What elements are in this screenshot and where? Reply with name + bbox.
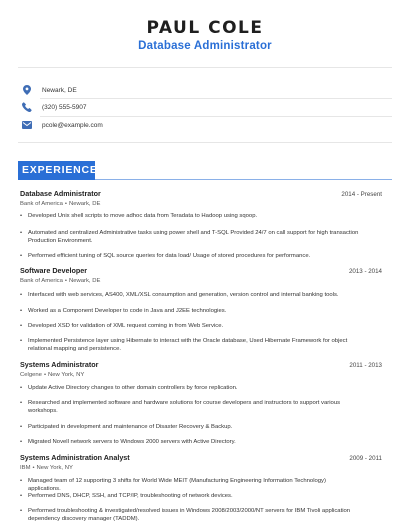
- candidate-name: PAUL COLE: [146, 18, 264, 38]
- contact-location: [22, 83, 77, 97]
- phone-text: (320) 555-5907: [42, 103, 87, 111]
- job-entry: Systems Administration Analyst 2009 - 2011 IBM • New York, NY: [20, 453, 382, 471]
- job-location: Newark, DE: [68, 201, 101, 207]
- job-bullet: • Interfaced with web services, AS400, XML/XSL consumption and generation, version control and internal banking tools.: [20, 292, 339, 298]
- job-company: IBM: [20, 465, 31, 471]
- job-location: Newark, DE: [68, 278, 101, 284]
- job-title: Database Administrator: [20, 189, 101, 198]
- job-entry: Database Administrator 2014 - Present Bank of America • Newark, DE: [20, 189, 382, 207]
- job-title: Software Developer: [20, 266, 88, 275]
- contact-email[interactable]: [22, 118, 103, 132]
- location-text: Newark, DE: [42, 86, 77, 94]
- job-bullet: • Researched and implemented software and hardware solutions for course developers and instructors to support various workshops.: [20, 400, 341, 415]
- job-bullet: • Performed DNS, DHCP, SSH, and TCP/IP, troubleshooting of network devices.: [20, 493, 233, 499]
- job-bullet: • Developed XSD for validation of XML request coming in from Web Service.: [20, 323, 224, 329]
- map-pin-icon: [22, 85, 32, 95]
- job-entry: Systems Administrator 2011 - 2013 Celgene • New York, NY: [20, 360, 382, 378]
- job-bullet: • Performed troubleshooting & investigated/resolved issues in Windows 2008/2003/2000/NT servers for IBM Tivoli application dependency discovery manager (TADDM).: [20, 508, 351, 523]
- contact-phone: [22, 100, 86, 114]
- job-bullet: • Performed efficient tuning of SQL source queries for data load/ Usage of stored procedures for performance.: [20, 253, 311, 259]
- job-dates: 2013 - 2014: [348, 268, 382, 275]
- email-text[interactable]: pcole@example.com: [42, 121, 103, 129]
- job-bullet: • Automated and centralized Administrative tasks using power shell and T-SQL Provided 24/7 on call support for high transaction Production Environment.: [20, 230, 359, 245]
- experience-section-title: EXPERIENCE: [18, 161, 95, 180]
- contact-bottom-divider: [18, 142, 392, 143]
- phone-icon: [22, 102, 32, 112]
- job-entry: Software Developer 2013 - 2014 Bank of America • Newark, DE: [20, 266, 382, 284]
- job-title: Systems Administration Analyst: [20, 453, 130, 462]
- contact-divider: [40, 98, 392, 99]
- job-bullet: • Participated in development and maintenance of Disaster Recovery & Backup.: [20, 424, 233, 430]
- envelope-icon: [22, 120, 32, 130]
- candidate-title: Database Administrator: [138, 40, 272, 52]
- job-company: Celgene: [20, 372, 42, 378]
- job-dates: 2011 - 2013: [349, 362, 382, 369]
- job-company: Bank of America: [20, 278, 63, 284]
- job-title: Systems Administrator: [20, 360, 99, 369]
- section-underline: [95, 179, 392, 180]
- job-location: New York, NY: [36, 465, 73, 471]
- job-company: Bank of America: [20, 201, 63, 207]
- job-bullet: • Managed team of 12 supporting 3 shifts for World Wide MEIT (Manufacturing Engineering Information Technology) applications.: [20, 478, 326, 493]
- job-location: New York, NY: [48, 372, 85, 378]
- job-dates: 2009 - 2011: [349, 455, 382, 462]
- job-dates: 2014 - Present: [341, 191, 382, 198]
- contact-divider: [40, 116, 392, 117]
- job-bullet: • Update Active Directory changes to other domain controllers by force replication.: [20, 385, 238, 391]
- header-divider: [18, 67, 392, 68]
- job-bullet: • Migrated Novell network servers to Windows 2000 servers with Active Directory.: [20, 439, 236, 445]
- job-bullet: • Worked as a Component Developer to code in Java and J2EE technologies.: [20, 308, 227, 314]
- job-bullet: • Developed Unix shell scripts to move adhoc data from Teradata to Hadoop using sqoop.: [20, 213, 258, 219]
- job-bullet: • Implemented Persistence layer using Hibernate to interact with the Oracle database, Used Hibernate Framework for object relational mapping and persistence.: [20, 338, 348, 353]
